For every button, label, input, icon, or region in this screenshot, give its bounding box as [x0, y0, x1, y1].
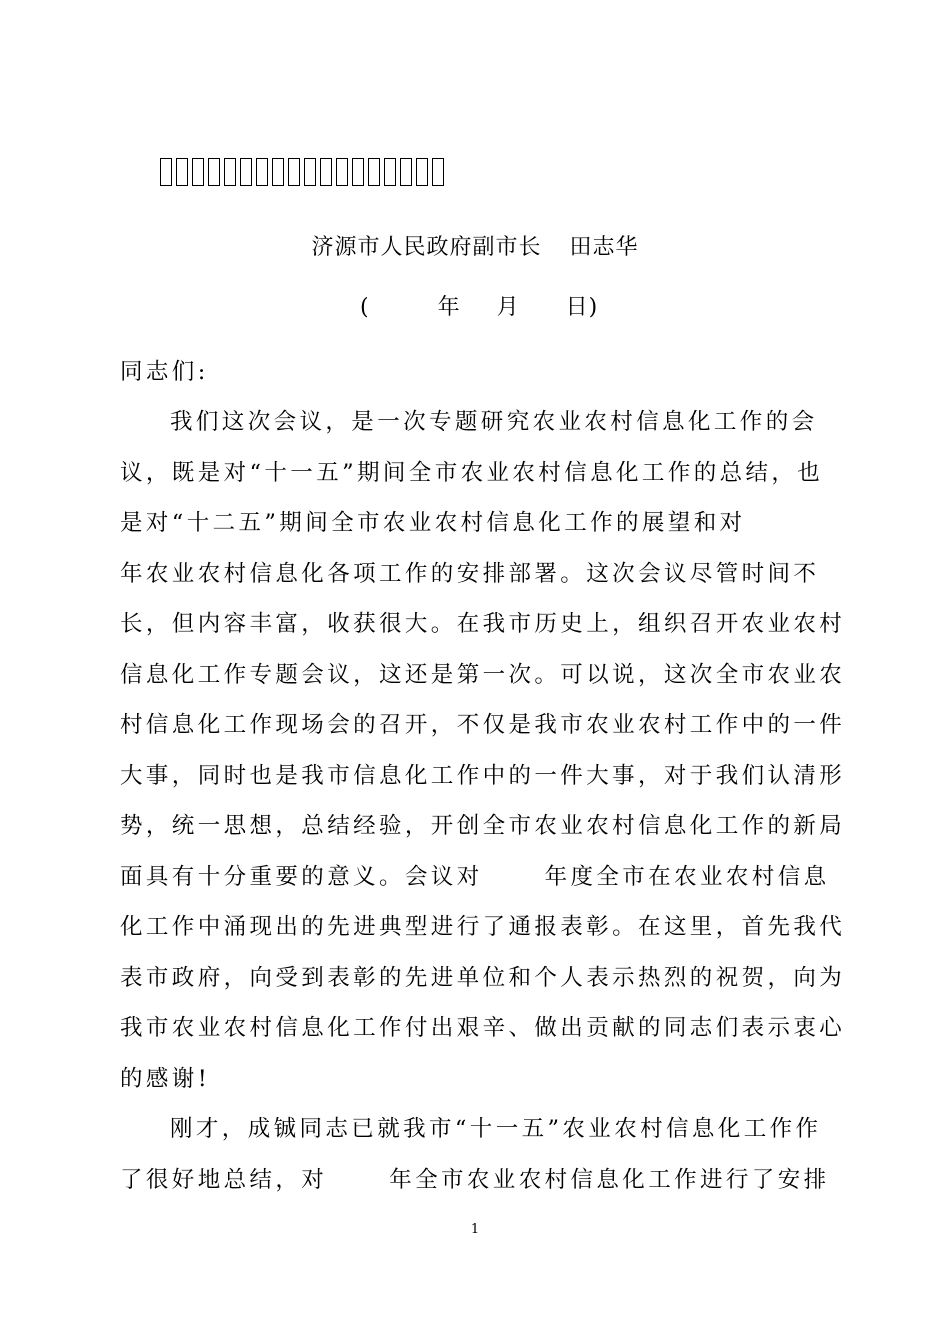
missing-glyph-box — [400, 158, 412, 186]
missing-glyph-box — [352, 158, 364, 186]
missing-glyph-box — [160, 158, 172, 186]
paragraph-line: 大事，同时也是我市信息化工作中的一件大事，对于我们认清形 — [120, 763, 846, 789]
missing-glyph-box — [192, 158, 204, 186]
paragraph-line-tail: 年度全市在农业农村信息 — [544, 864, 830, 890]
paragraph-line: 是对“十二五”期间全市农业农村信息化工作的展望和对 — [120, 510, 746, 536]
missing-glyph-box — [320, 158, 332, 186]
paragraph-line: 表市政府，向受到表彰的先进单位和个人表示热烈的祝贺，向为 — [120, 965, 846, 991]
missing-glyph-box — [304, 158, 316, 186]
missing-glyph-box — [176, 158, 188, 186]
missing-glyph-box — [240, 158, 252, 186]
paragraph-line: 化工作中涌现出的先进典型进行了通报表彰。在这里，首先我代 — [120, 914, 846, 940]
paragraph-line-head: 了很好地总结，对 — [120, 1167, 328, 1193]
missing-glyph-box — [208, 158, 220, 186]
date-day: 日) — [565, 295, 599, 320]
date-month: 月 — [496, 295, 520, 320]
paragraph-line: 我市农业农村信息化工作付出艰辛、做出贡献的同志们表示衷心 — [120, 1015, 846, 1041]
missing-glyph-box — [288, 158, 300, 186]
missing-glyph-box — [432, 158, 444, 186]
paragraph-line — [120, 857, 834, 897]
date-year: 年 — [437, 295, 461, 320]
paragraph-line: 势，统一思想，总结经验，开创全市农业农村信息化工作的新局 — [120, 813, 846, 839]
paragraph-line-head: 面具有十分重要的意义。会议对 — [120, 864, 483, 890]
missing-glyph-box — [272, 158, 284, 186]
paragraph-line: 信息化工作专题会议，这还是第一次。可以说，这次全市农业农 — [120, 662, 846, 688]
paragraph-line: 的感谢! — [120, 1066, 211, 1092]
paragraph-line: 刚才，成铖同志已就我市“十一五”农业农村信息化工作作 — [170, 1116, 822, 1142]
missing-glyph-box — [336, 158, 348, 186]
paragraph-line-tail: 年全市农业农村信息化工作进行了安排 — [389, 1167, 830, 1193]
page-number: 1 — [470, 1222, 480, 1237]
paragraph-line: 年农业农村信息化各项工作的安排部署。这次会议尽管时间不 — [120, 561, 820, 587]
paragraph-line: 村信息化工作现场会的召开，不仅是我市农业农村工作中的一件 — [120, 712, 846, 738]
paragraph-line: 长，但内容丰富，收获很大。在我市历史上，组织召开农业农村 — [120, 611, 846, 637]
paragraph-line — [120, 1160, 834, 1200]
missing-glyph-box — [384, 158, 396, 186]
document-title-garbled — [160, 158, 480, 192]
date-open: ( — [360, 295, 370, 320]
missing-glyph-box — [256, 158, 268, 186]
date-line — [360, 290, 600, 321]
author-name: 田志华 — [569, 235, 639, 260]
salutation: 同志们: — [120, 359, 209, 385]
missing-glyph-box — [368, 158, 380, 186]
missing-glyph-box — [416, 158, 428, 186]
author-line — [0, 230, 950, 261]
paragraph-line: 议，既是对“十一五”期间全市农业农村信息化工作的总结，也 — [120, 460, 824, 486]
paragraph-line: 我们这次会议，是一次专题研究农业农村信息化工作的会 — [170, 409, 818, 435]
missing-glyph-box — [224, 158, 236, 186]
author-org: 济源市人民政府副市长 — [311, 235, 542, 260]
